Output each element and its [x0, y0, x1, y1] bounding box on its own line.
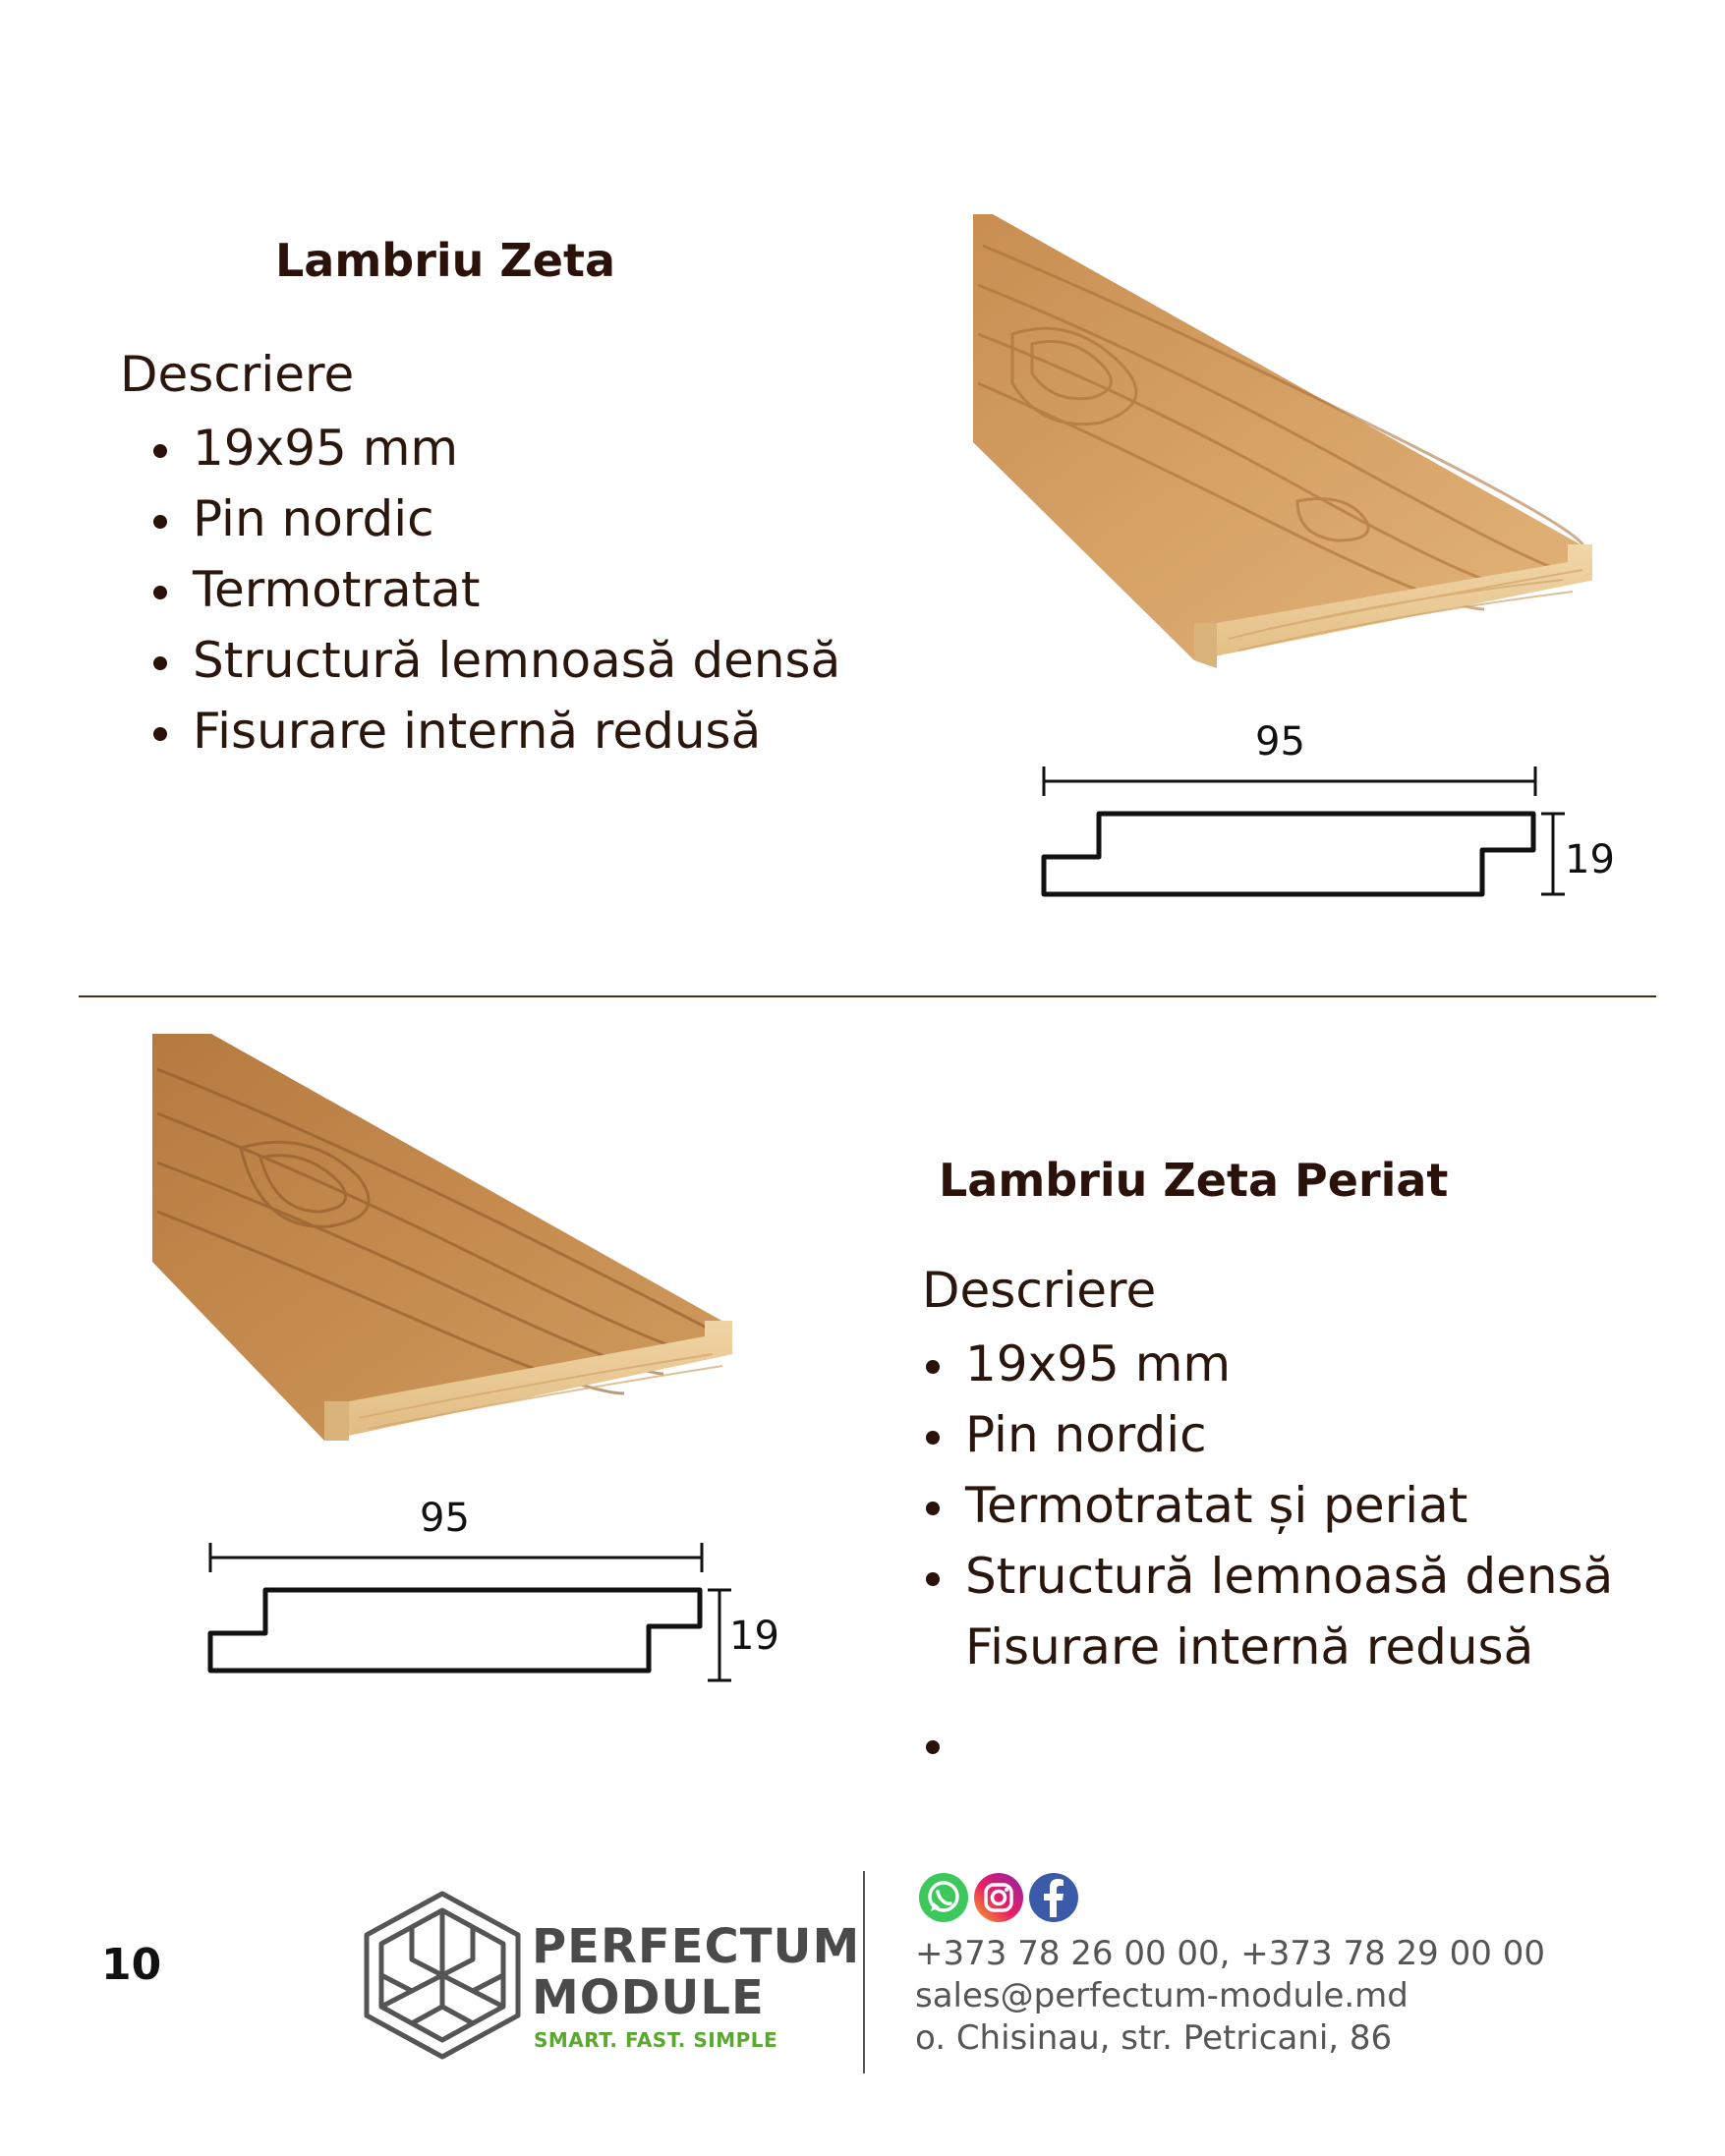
bullet-icon: [153, 515, 167, 529]
product-2-description-label: Descriere: [922, 1262, 1157, 1319]
feature-item: Pin nordic: [926, 1399, 1613, 1470]
bullet-icon: [926, 1502, 940, 1515]
contact-email[interactable]: sales@perfectum-module.md: [915, 1976, 1409, 2015]
product-2-title: Lambriu Zeta Periat: [939, 1154, 1449, 1207]
bullet-icon: [926, 1360, 940, 1374]
feature-item: Termotratat: [153, 554, 840, 625]
feature-item: 19x95 mm: [926, 1329, 1613, 1399]
contact-address: o. Chisinau, str. Petricani, 86: [915, 2018, 1393, 2058]
product-1-description-label: Descriere: [120, 346, 355, 403]
product-1-height-label: 19: [1565, 837, 1615, 882]
product-2-features: [926, 1329, 1613, 1682]
page-number: 10: [101, 1940, 162, 1990]
feature-item: Fisurare internă redusă: [965, 1618, 1534, 1675]
feature-item: Termotratat și periat: [926, 1470, 1613, 1541]
facebook-icon[interactable]: [1028, 1872, 1079, 1923]
product-1-width-label: 95: [1255, 719, 1305, 765]
section-divider: [79, 995, 1656, 997]
whatsapp-icon[interactable]: [918, 1872, 969, 1923]
contact-phones[interactable]: +373 78 26 00 00, +373 78 29 00 00: [915, 1934, 1545, 1973]
bullet-icon: [153, 656, 167, 670]
brand-name-line1: PERFECTUM: [532, 1919, 861, 1974]
brand-name-line2: MODULE: [532, 1970, 765, 2025]
bullet-icon: [926, 1572, 940, 1586]
product-2-height-label: 19: [729, 1614, 779, 1659]
instagram-icon[interactable]: [973, 1872, 1024, 1923]
product-1-board-image: [973, 206, 1592, 668]
bullet-icon: [926, 1740, 940, 1754]
product-2-width-label: 95: [420, 1496, 470, 1541]
product-2-profile-diagram: [197, 1504, 767, 1690]
product-2-board-image: [152, 1030, 742, 1443]
bullet-icon: [153, 444, 167, 458]
product-1-features: [153, 413, 840, 766]
bullet-icon: [153, 727, 167, 741]
feature-item: Structură lemnoasă densă: [926, 1541, 1613, 1612]
feature-item: Pin nordic: [153, 483, 840, 554]
feature-item: 19x95 mm: [153, 413, 840, 483]
product-1-profile-diagram: [1032, 727, 1622, 914]
product-1-title: Lambriu Zeta: [275, 234, 616, 287]
feature-item: Structură lemnoasă densă: [153, 625, 840, 696]
brand-logo-icon: [359, 1889, 526, 2062]
feature-item: Fisurare internă redusă: [153, 696, 840, 766]
bullet-icon: [153, 586, 167, 599]
footer-separator: [863, 1871, 865, 2073]
brand-tagline: SMART. FAST. SIMPLE: [534, 2028, 778, 2052]
bullet-icon: [926, 1431, 940, 1445]
